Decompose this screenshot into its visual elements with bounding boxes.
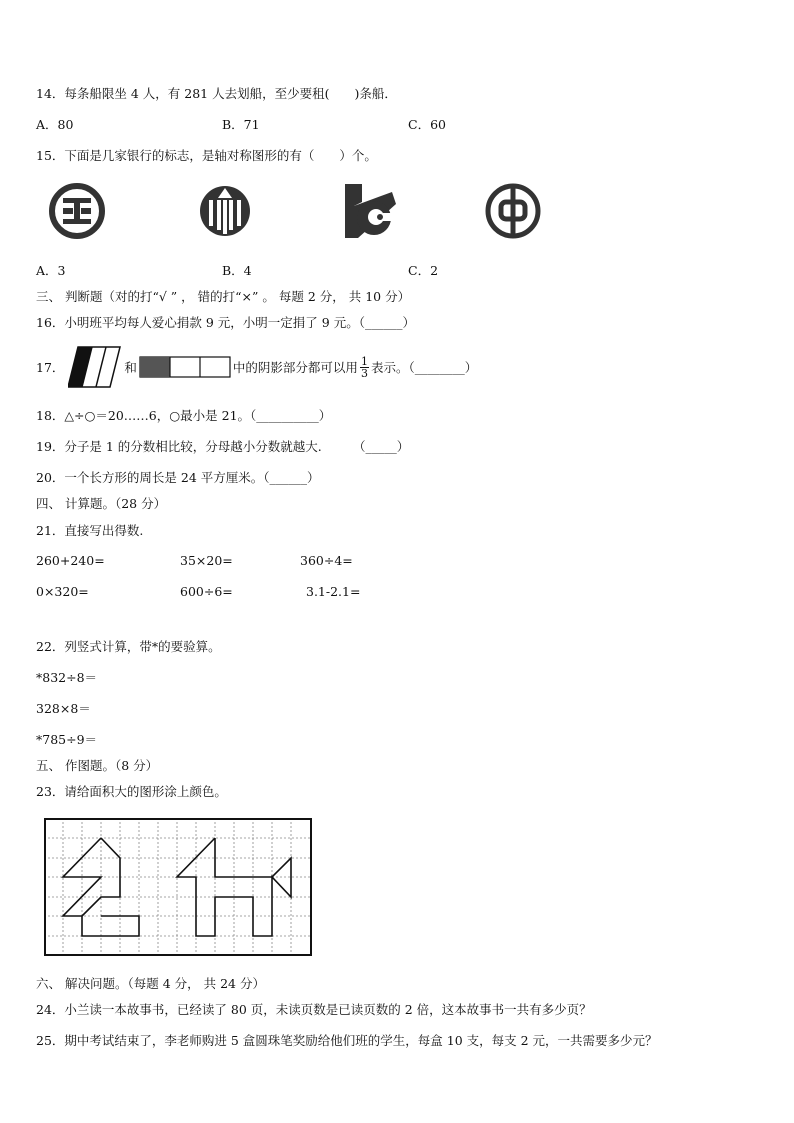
q15-option-a[interactable]: A．3 [36,263,66,278]
one-third-fraction [360,356,369,379]
q21-item-1: 260+240= [36,553,105,568]
section-3-heading: 三、 判断题（对的打“√ ” ， 错的打“×” 。 每题 2 分， 共 10 分） [36,289,411,304]
q15-stem: 15．下面是几家银行的标志，是轴对称图形的有（ ）个。 [36,148,377,163]
rectangle-bar-figure [139,356,231,378]
shape-grid-figure [44,818,314,958]
bank-c-logo-icon [340,182,400,242]
q23: 23．请给面积大的图形涂上颜色。 [36,784,227,799]
q14-option-a[interactable]: A．80 [36,117,74,132]
q21-item-4: 0×320= [36,584,89,599]
q21-stem: 21．直接写出得数. [36,523,144,538]
q21-item-5: 600÷6= [180,584,233,599]
citic-logo-icon [196,182,254,240]
q22-item-1: *832÷8＝ [36,670,98,685]
q21-item-6: 3.1-2.1= [306,584,361,599]
q18: 18．△÷○＝20……6，○最小是 21。（__________） [36,408,332,423]
q15-option-b[interactable]: B．4 [222,263,252,278]
q21-item-2: 35×20= [180,553,233,568]
section-4-heading: 四、 计算题。（28 分） [36,496,167,511]
fraction-numerator: 1 [360,354,368,368]
q16: 16．小明班平均每人爱心捐款 9 元，小明一定捐了 9 元。（______） [36,315,415,330]
q17-row [36,344,477,390]
q25: 25．期中考试结束了，李老师购进 5 盒圆珠笔奖励给他们班的学生，每盒 10 支，每支 2 元，一共需要多少元？ [36,1033,658,1048]
q19: 19．分子是 1 的分数相比较，分母越小分数就越大. （_____） [36,439,410,454]
bank-of-china-logo-icon [484,182,542,240]
q15-option-c[interactable]: C．2 [408,263,439,278]
q24: 24．小兰读一本故事书，已经读了 80 页，未读页数是已读页数的 2 倍，这本故事书一共有多少页？ [36,1002,592,1017]
q17-text: 中的阴影部分都可以用 [232,360,358,375]
q17-text-end: 表示。（________） [370,360,478,375]
section-6-heading: 六、 解决问题。（每题 4 分， 共 24 分） [36,976,265,991]
q14-option-c[interactable]: C．60 [408,117,446,132]
icbc-logo-icon [48,182,106,240]
q20: 20．一个长方形的周长是 24 平方厘米。（______） [36,470,320,485]
q22-item-3: *785÷9＝ [36,732,98,747]
q17-number: 17． [36,360,65,375]
q22-stem: 22．列竖式计算，带*的要验算。 [36,639,221,654]
parallelogram-figure [68,345,122,389]
q22-item-2: 328×8＝ [36,701,91,716]
q14-stem: 14．每条船限坐 4 人，有 281 人去划船，至少要租( )条船． [36,86,397,101]
fraction-denominator: 3 [360,366,368,380]
q14-option-b[interactable]: B．71 [222,117,260,132]
q17-and: 和 [124,360,137,375]
q21-item-3: 360÷4= [300,553,353,568]
section-5-heading: 五、 作图题。（8 分） [36,758,159,773]
